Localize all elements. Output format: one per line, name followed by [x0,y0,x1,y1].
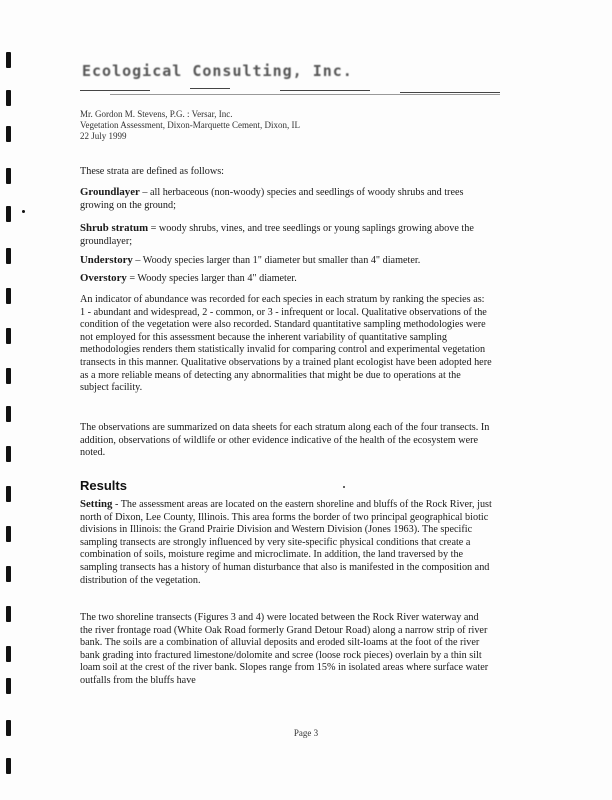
binder-hole [6,206,11,222]
strata-definition-text: – all herbaceous (non-woody) species and seedlings of woody shrubs and trees growing on the ground; [80,187,464,211]
binder-hole [6,606,11,622]
strata-term: Overstory [80,272,127,284]
binder-hole [6,678,11,694]
page-number: Page 3 [293,728,319,738]
results-heading: Results [80,478,127,493]
binder-hole [6,288,11,304]
paragraph-abundance: An indicator of abundance was recorded for each species in each stratum by ranking the species as: 1 - abundant and widespread, 2 - common, or 3 - infrequent or local. Qualitative observations of the condition of the vegetation were also recorded. Standard quantitative sampling methodologies were not employed for this assessment because the inherent variability of quantitative sampling methodologies renders them statistically invalid for comparing control and experimental vegetation transects in this manner. Qualitative observations by a trained plant ecologist have been adopted here as a more reliable means of detecting any abnormalities that might be due to operations at the subject facility. [80,294,492,394]
subject-line: Vegetation Assessment, Dixon-Marquette Cement, Dixon, IL [80,120,300,130]
letterhead-rule [280,90,370,91]
binder-hole [6,248,11,264]
binder-speck [22,210,25,213]
strata-definition-text: = woody shrubs, vines, and tree seedlings or young saplings growing above the groundlayer; [80,223,474,247]
binder-hole [6,446,11,462]
binder-hole [6,758,11,774]
binder-hole [6,52,11,68]
memo-header [80,109,300,142]
strata-definition-text: – Woody species larger than 1" diameter but smaller than 4" diameter. [132,255,421,266]
scan-speck [343,486,345,488]
strata-definition-shrub [80,222,492,248]
strata-definition-understory [80,254,492,268]
strata-definition-groundlayer [80,186,492,212]
setting-text: - The assessment areas are located on the eastern shoreline and bluffs of the Rock River, just north of Dixon, Lee County, Illinois. This area forms the border of two principal geographical biotic divisions in Illinois: the Grand Prairie Division and Western Division (Jones 1963). The specific sampling transects are strongly influenced by very site-specific physical conditions that create a combination of soils, moisture regime and microclimate. In addition, the land traversed by the sampling transects has a history of human disturbance that also is manifested in the composition and distribution of the vegetation. [80,499,492,586]
binder-hole [6,526,11,542]
setting-label: Setting [80,498,113,510]
paragraph-setting [80,498,492,587]
letterhead-rule [190,88,230,89]
letterhead-rule [110,94,500,95]
letterhead-rule [80,90,150,91]
strata-definition-overstory [80,272,492,286]
strata-definition-text: = Woody species larger than 4" diameter. [126,273,297,284]
paragraph-shoreline: The two shoreline transects (Figures 3 and 4) were located between the Rock River waterway and the river frontage road (White Oak Road formerly Grand Detour Road) along a narrow strip of river bank. The soils are a combination of alluvial deposits and eroded silt-loams at the foot of the river bank grading into fractured limestone/dolomite and scree (loose rock pieces) overlain by a thin silt loam soil at the crest of the river bank. Slopes range from 15% in isolated areas where surface water outfalls from the bluffs have [80,612,489,686]
letterhead [80,60,520,96]
binder-hole [6,406,11,422]
binder-hole [6,368,11,384]
binder-hole [6,168,11,184]
strata-term: Groundlayer [80,186,140,198]
recipient-line: Mr. Gordon M. Stevens, P.G. : Versar, Inc. [80,109,233,119]
binder-hole [6,90,11,106]
company-name: Ecological Consulting, Inc. [82,62,353,80]
strata-term: Understory [80,254,133,266]
paragraph-observations: The observations are summarized on data sheets for each stratum along each of the four transects. In addition, observations of wildlife or other evidence indicative of the health of the ecosystem were noted. [80,422,490,459]
binder-hole [6,646,11,662]
strata-intro: These strata are defined as follows: [80,166,224,177]
strata-term: Shrub stratum [80,222,149,234]
binder-hole [6,328,11,344]
date-line: 22 July 1999 [80,131,127,141]
letterhead-rule [400,92,500,93]
binder-hole [6,566,11,582]
binder-hole [6,486,11,502]
binder-hole [6,126,11,142]
